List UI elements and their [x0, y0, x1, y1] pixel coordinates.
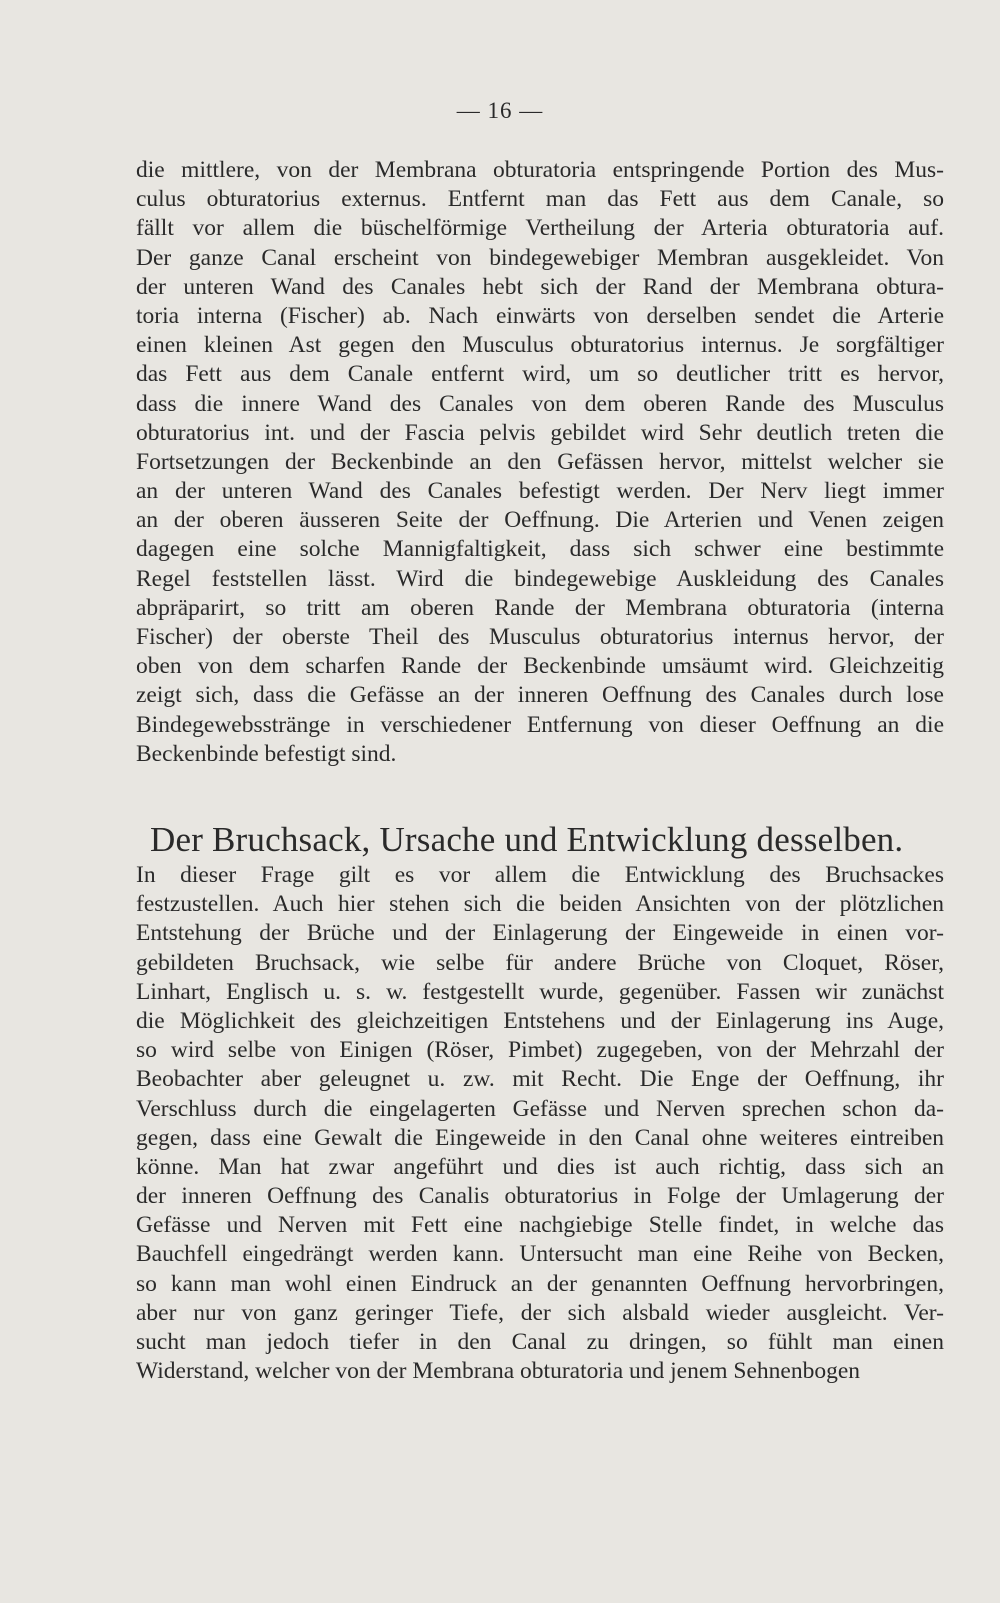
text-line: Regel feststellen lässt. Wird die bindegewebige Auskleidung des Canales [136, 565, 944, 592]
text-line: Verschluss durch die eingelagerten Gefässe und Nerven sprechen schon da- [136, 1095, 944, 1122]
text-line: dagegen eine solche Mannigfaltigkeit, dass sich schwer eine bestimmte [136, 536, 944, 563]
text-line: dass die innere Wand des Canales von dem oberen Rande des Musculus [136, 390, 944, 417]
section-heading: Der Bruchsack, Ursache und Entwicklung desselben. [150, 820, 904, 859]
text-line: Beckenbinde befestigt sind. [136, 740, 397, 767]
text-line: fällt vor allem die büschelförmige Vertheilung der Arteria obturatoria auf. [136, 215, 944, 242]
text-line: culus obturatorius externus. Entfernt man das Fett aus dem Canale, so [136, 186, 944, 213]
text-line: abpräparirt, so tritt am oberen Rande der Membrana obturatoria (interna [136, 594, 944, 621]
text-line: aber nur von ganz geringer Tiefe, der sich alsbald wieder ausgleicht. Ver- [136, 1299, 944, 1326]
paragraph-hernia-sac [136, 861, 944, 1386]
text-line: einen kleinen Ast gegen den Musculus obturatorius internus. Je sorgfältiger [136, 332, 944, 359]
text-line: Entstehung der Brüche und der Einlagerung der Eingeweide in einen vor- [136, 920, 944, 947]
text-line: oben von dem scharfen Rande der Beckenbinde umsäumt wird. Gleichzeitig [136, 653, 944, 680]
text-line: gebildeten Bruchsack, wie selbe für andere Brüche von Cloquet, Röser, [136, 949, 944, 976]
text-line: Beobachter aber geleugnet u. zw. mit Recht. Die Enge der Oeffnung, ihr [136, 1066, 944, 1093]
text-line: Fischer) der oberste Theil des Musculus obturatorius internus hervor, der [136, 624, 944, 650]
page-number: — 16 — [456, 98, 544, 123]
text-line: die Möglichkeit des gleichzeitigen Entstehens und der Einlagerung ins Auge, [136, 1007, 944, 1034]
text-line: toria interna (Fischer) ab. Nach einwärts von derselben sendet die Arterie [136, 302, 944, 329]
text-line: Der ganze Canal erscheint von bindegewebiger Membran ausgekleidet. Von [136, 244, 944, 271]
text-line: Linhart, Englisch u. s. w. festgestellt wurde, gegenüber. Fassen wir zunächst [136, 978, 944, 1005]
text-line: obturatorius int. und der Fascia pelvis gebildet wird Sehr deutlich treten die [136, 419, 944, 446]
text-line: gegen, dass eine Gewalt die Eingeweide in den Canal ohne weiteres eintreiben [136, 1124, 944, 1151]
text-line: festzustellen. Auch hier stehen sich die beiden Ansichten von der plötzlichen [136, 891, 944, 918]
text-line: sucht man jedoch tiefer in den Canal zu dringen, so fühlt man einen [136, 1329, 944, 1355]
text-line: In dieser Frage gilt es vor allem die Entwicklung des Bruchsackes [136, 862, 944, 888]
text-line: an der unteren Wand des Canales befestigt werden. Der Nerv liegt immer [136, 478, 944, 505]
text-line: der unteren Wand des Canales hebt sich der Rand der Membrana obtura- [136, 273, 944, 300]
text-line: Bauchfell eingedrängt werden kann. Untersucht man eine Reihe von Becken, [136, 1241, 944, 1268]
text-line: so wird selbe von Einigen (Röser, Pimbet) zugegeben, von der Mehrzahl der [136, 1037, 944, 1064]
text-line: zeigt sich, dass die Gefässe an der inneren Oeffnung des Canales durch lose [136, 682, 944, 709]
text-line: die mittlere, von der Membrana obturatoria entspringende Portion des Mus- [136, 157, 944, 183]
text-line: Widerstand, welcher von der Membrana obturatoria und jenem Sehnenbogen [136, 1358, 861, 1385]
text-line: Bindegewebsstränge in verschiedener Entfernung von dieser Oeffnung an die [136, 711, 944, 738]
text-line: der inneren Oeffnung des Canalis obturatorius in Folge der Umlagerung der [136, 1183, 944, 1210]
text-line: könne. Man hat zwar angeführt und dies ist auch richtig, dass sich an [136, 1153, 944, 1180]
text-line: Fortsetzungen der Beckenbinde an den Gefässen hervor, mittelst welcher sie [136, 448, 944, 475]
paragraph-obturator-canal [136, 156, 944, 769]
text-line: das Fett aus dem Canale entfernt wird, um so deutlicher tritt es hervor, [136, 361, 944, 388]
text-line: so kann man wohl einen Eindruck an der genannten Oeffnung hervorbringen, [136, 1270, 944, 1297]
text-line: an der oberen äusseren Seite der Oeffnung. Die Arterien und Venen zeigen [136, 507, 944, 534]
text-line: Gefässe und Nerven mit Fett eine nachgiebige Stelle findet, in welche das [136, 1212, 944, 1239]
